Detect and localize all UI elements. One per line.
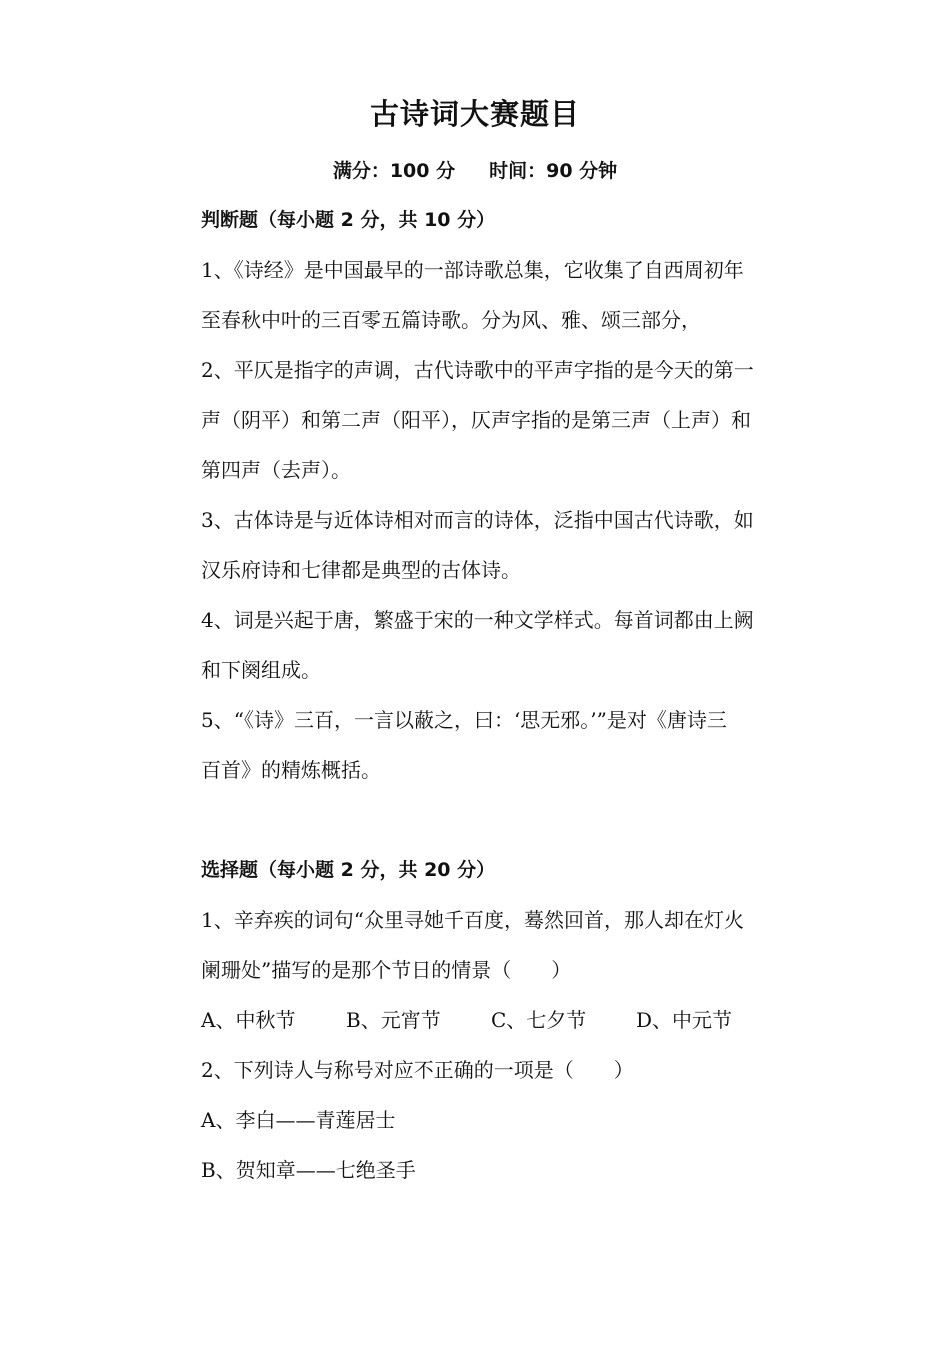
judgement-line: 1、《诗经》是中国最早的一部诗歌总集，它收集了自西周初年 [201,258,744,282]
judgement-line: 3、古体诗是与近体诗相对而言的诗体，泛指中国古代诗歌，如 [201,508,754,532]
time-limit: 时间：90 分钟 [489,160,618,182]
option-b: B、贺知章——七绝圣手 [201,1158,416,1182]
judgement-line: 至春秋中叶的三百零五篇诗歌。分为风、雅、颂三部分， [201,308,701,332]
judgement-line: 4、词是兴起于唐，繁盛于宋的一种文学样式。每首词都由上阙 [201,608,754,632]
choice-question-line: 1、辛弃疾的词句“众里寻她千百度，蓦然回首，那人却在灯火 [201,908,744,932]
exam-meta [0,156,950,183]
judgement-line: 和下阕组成。 [201,658,321,682]
choice-question-line: 2、下列诗人与称号对应不正确的一项是（ ） [201,1058,634,1082]
exam-title: 古诗词大赛题目 [369,97,580,131]
full-score: 满分：100 分 [332,160,456,182]
choice-question-line: 阑珊处”描写的是那个节日的情景（ ） [201,958,572,982]
section-heading-choice: 选择题（每小题 2 分，共 20 分） [201,859,496,881]
option-d: D、中元节 [636,1008,733,1032]
option-a: A、李白——青莲居士 [201,1108,396,1132]
judgement-line: 百首》的精炼概括。 [201,758,381,782]
judgement-line: 声（阴平）和第二声（阳平），仄声字指的是第三声（上声）和 [201,408,751,432]
choice-options-row [201,1005,831,1035]
judgement-line: 2、平仄是指字的声调，古代诗歌中的平声字指的是今天的第一 [201,358,754,382]
judgement-line: 汉乐府诗和七律都是典型的古体诗。 [201,558,521,582]
judgement-line: 第四声（去声）。 [201,458,351,482]
option-a: A、中秋节 [201,1008,296,1032]
option-c: C、七夕节 [491,1008,587,1032]
section-heading-judgement: 判断题（每小题 2 分，共 10 分） [201,209,496,231]
judgement-line: 5、“《诗》三百，一言以蔽之，曰：‘思无邪。’”是对《唐诗三 [201,708,727,732]
option-b: B、元宵节 [346,1008,441,1032]
